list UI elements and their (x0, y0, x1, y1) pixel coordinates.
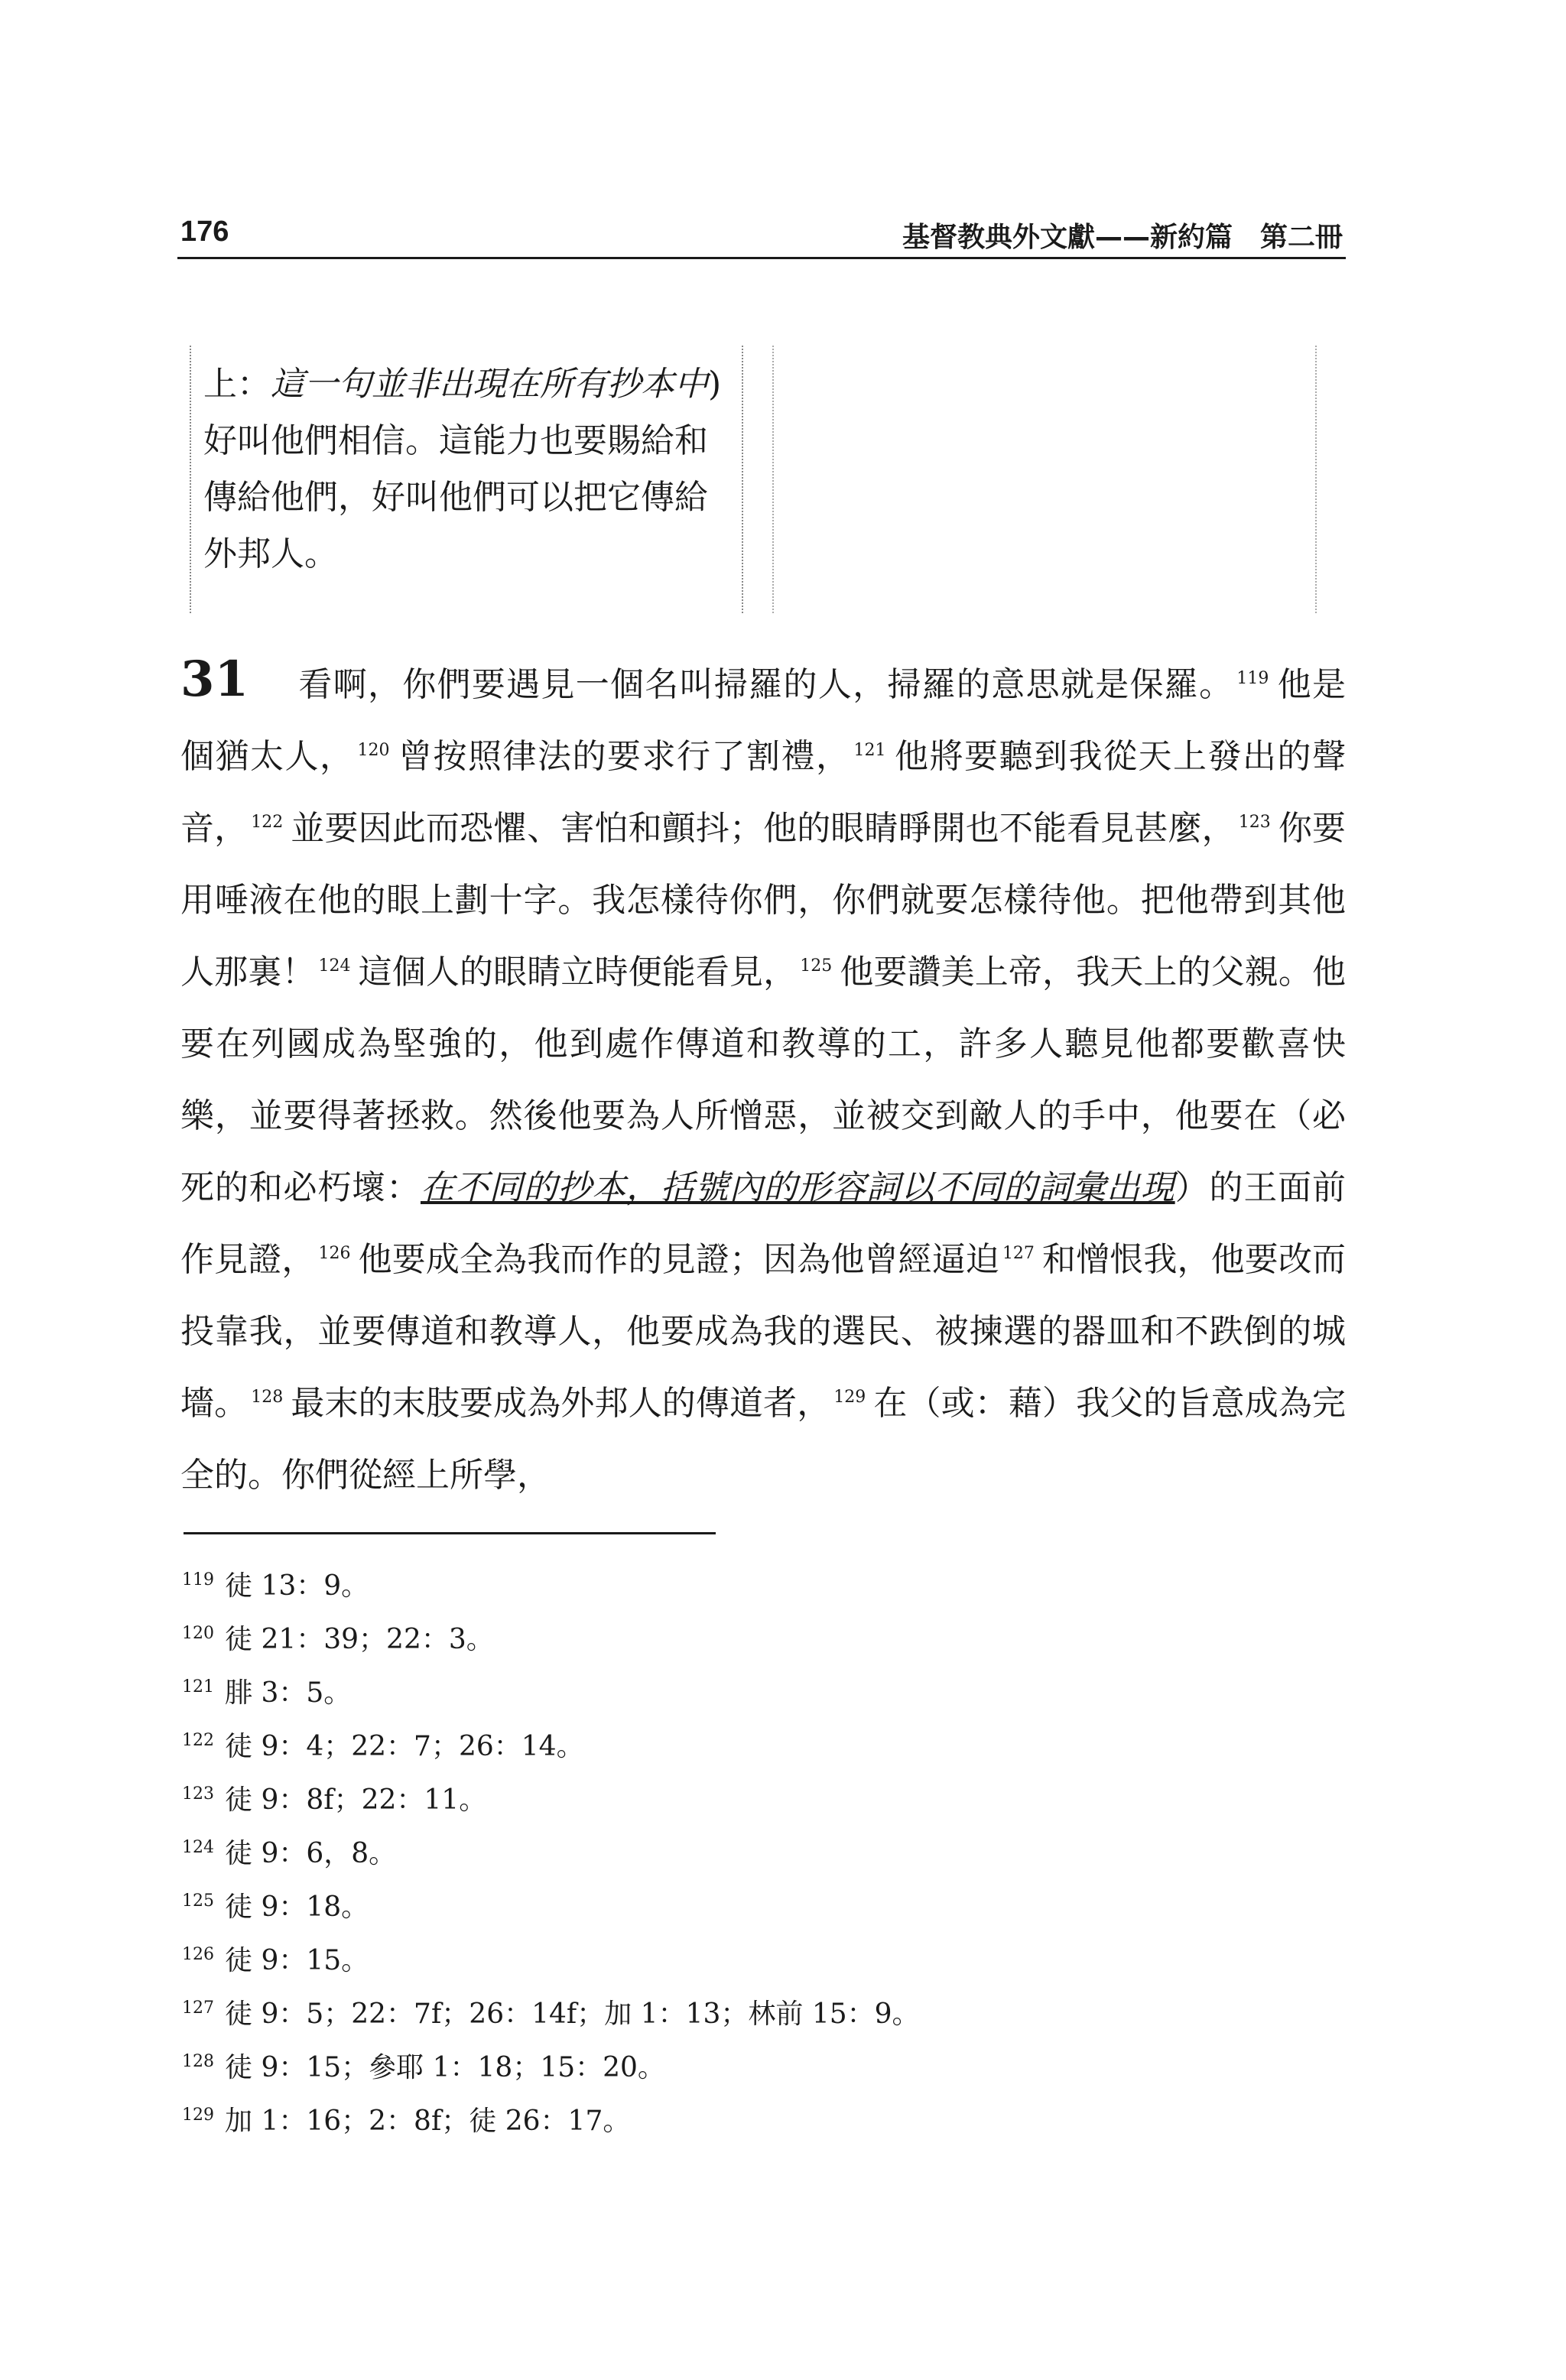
footnote-item: 120 徒 21：39；22：3。 (182, 1624, 494, 1655)
footnote-text: 徒 9：6，8。 (225, 1838, 397, 1869)
footnote-text: 徒 9：4；22：7；26：14。 (225, 1731, 584, 1762)
footnote-ref[interactable]: 121 (853, 741, 886, 761)
footnote-text: 腓 3：5。 (225, 1677, 352, 1709)
footnote-ref[interactable]: 125 (800, 956, 833, 976)
verse-text: 他將要聽到我從天上發出的聲音， (180, 737, 1346, 848)
footnote-item: 125 徒 9：18。 (182, 1891, 369, 1923)
footnote-ref[interactable]: 129 (833, 1388, 866, 1408)
footnote-ref[interactable]: 126 (318, 1244, 351, 1264)
verse-text: 和憎恨我，他要改而投靠我，並要傳道和教導人，他要成為我的選民、被揀選的器皿和不跌倒的城墻。 (180, 1240, 1347, 1423)
footnote-item: 129 加 1：16；2：8f；徒 26：17。 (182, 2106, 631, 2137)
page-header (177, 211, 1346, 259)
footnote-ref[interactable]: 123 (1238, 813, 1271, 833)
verse-number: 31 (180, 651, 249, 708)
verse-text: 在（或：藉）我父的旨意成為完全的。你們從經上所學， (180, 1384, 1347, 1495)
footnote-text: 徒 9：15；參耶 1：18；15：20。 (225, 2052, 665, 2083)
footnote-text: 徒 9：8f；22：11。 (225, 1784, 487, 1816)
verse-text: 曾按照律法的要求行了割禮， (397, 737, 851, 776)
verse-31 (180, 644, 1346, 1511)
footnote-text: 徒 21：39；22：3。 (225, 1624, 494, 1655)
verse-text: 他要讚美上帝，我天上的父親。他要在列國成為堅強的，他到處作傳道和教導的工，許多人聽見他都要歡喜快樂，並要得著拯救。然後他要為人所憎惡，並被交到敵人的手中，他要在（必死的和必朽壞： (180, 953, 1347, 1207)
verse-text: 這個人的眼睛立時便能看見， (358, 953, 798, 992)
verse-text: 你要用唾液在他的眼上劃十字。我怎樣待你們，你們就要怎樣待他。把他帶到其他人那裏！ (180, 809, 1347, 992)
footnote-item: 126 徒 9：15。 (182, 1945, 369, 1976)
verse-text: 他要成全為我而作的見證；因為他曾經逼迫 (358, 1240, 999, 1279)
footnote-text: 徒 9：5；22：7f；26：14f；加 1：13；林前 15：9。 (225, 1998, 920, 2030)
footnote-ref[interactable]: 119 (1236, 669, 1269, 689)
verse-text: 並要因此而恐懼、害怕和顫抖；他的眼睛睜開也不能看見甚麼， (291, 809, 1236, 848)
footnote-text: 徒 9：15。 (225, 1945, 369, 1976)
column-divider-rule (1315, 346, 1317, 613)
footnote-text: 徒 13：9。 (225, 1570, 369, 1602)
verse-italic-note: 在不同的抄本，括號內的形容詞以不同的詞彙出現 (420, 1168, 1175, 1207)
footnote-text: 徒 9：18。 (225, 1891, 369, 1923)
footnote-item: 128 徒 9：15；參耶 1：18；15：20。 (182, 2052, 665, 2083)
verse-text: 看啊，你們要遇見一個名叫掃羅的人，掃羅的意思就是保羅。 (297, 665, 1234, 704)
running-title: 基督教典外文獻——新約篇 第二冊 (902, 222, 1343, 253)
footnote-list (182, 1560, 1329, 2148)
parallel-column-text (203, 356, 739, 583)
verse-text: 最末的末肢要成為外邦人的傳道者， (291, 1384, 831, 1423)
page-number: 176 (180, 216, 229, 248)
footnote-ref[interactable]: 122 (251, 813, 284, 833)
footnote-item: 123 徒 9：8f；22：11。 (182, 1784, 487, 1816)
verse-text: ）的王面前作見證， (180, 1168, 1347, 1279)
footnote-ref[interactable]: 128 (251, 1388, 284, 1408)
footnote-text: 加 1：16；2：8f；徒 26：17。 (225, 2106, 631, 2137)
footnote-item: 119 徒 13：9。 (182, 1570, 369, 1602)
footnote-item: 122 徒 9：4；22：7；26：14。 (182, 1731, 584, 1762)
column-suffix: ) 好叫他們相信。這能力也要賜給和傳給他們，好叫他們可以把它傳給外邦人。 (203, 365, 722, 573)
verse-text: 他是個猶太人， (180, 665, 1347, 776)
footnote-item: 121 腓 3：5。 (182, 1677, 352, 1709)
footnote-item: 127 徒 9：5；22：7f；26：14f；加 1：13；林前 15：9。 (182, 1998, 920, 2030)
footnote-ref[interactable]: 127 (1002, 1244, 1035, 1264)
column-italic-note: 這一句並非出現在所有抄本中 (271, 365, 708, 404)
column-divider-rule (772, 346, 774, 613)
footnote-ref[interactable]: 124 (318, 956, 351, 976)
parallel-column-box (190, 346, 743, 613)
footnote-rule (184, 1532, 716, 1534)
column-prefix: 上： (203, 365, 271, 404)
footnote-item: 124 徒 9：6，8。 (182, 1838, 397, 1869)
footnote-ref[interactable]: 120 (357, 741, 390, 761)
